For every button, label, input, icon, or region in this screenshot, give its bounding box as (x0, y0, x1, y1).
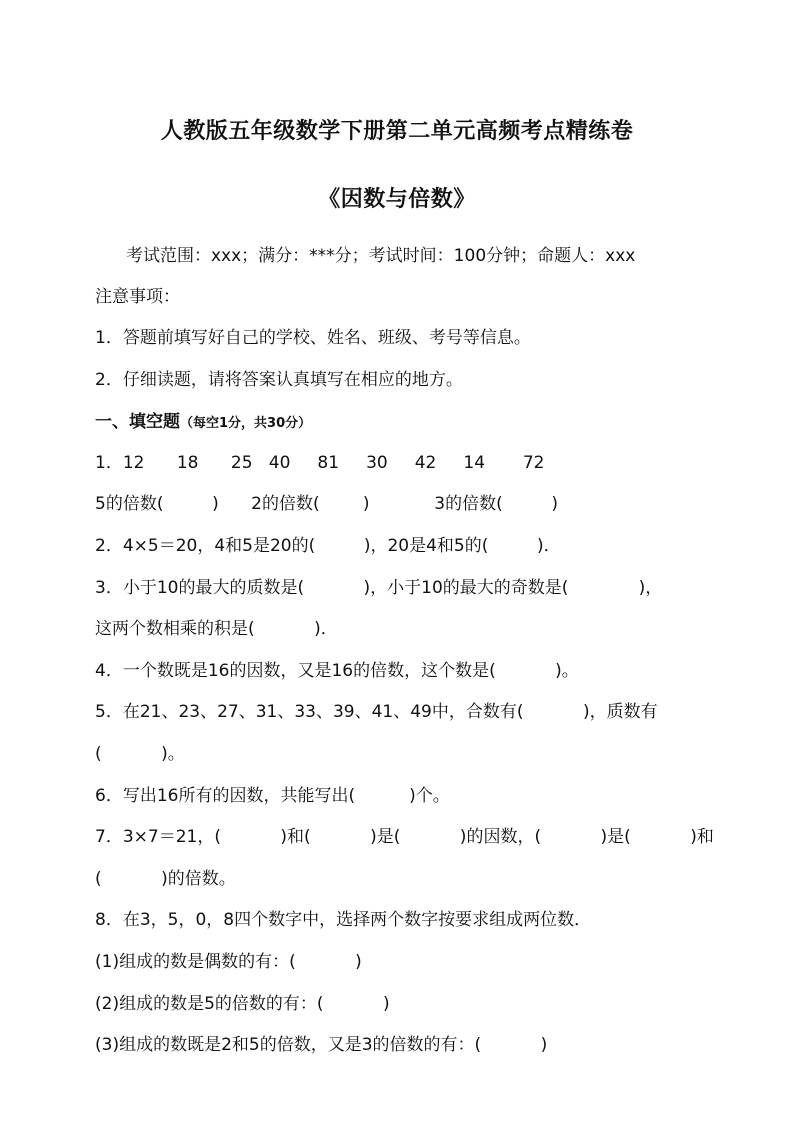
question-6: 6．写出16所有的因数，共能写出( )个。 (95, 786, 450, 806)
question-3-line-2: 这两个数相乘的积是( )． (95, 619, 338, 639)
question-2: 2．4×5＝20，4和5是20的( )，20是4和5的( )． (95, 536, 561, 556)
question-5-line-2: ( )。 (95, 744, 185, 764)
question-8-part-1: (1)组成的数是偶数的有：( ) (95, 952, 362, 972)
question-7-line-1: 7．3×7＝21，( )和( )是( )的因数，( )是( )和 (95, 827, 714, 847)
exam-info: 考试范围：xxx；满分：***分；考试时间：100分钟；命题人：xxx (126, 246, 636, 266)
question-4: 4．一个数既是16的因数，又是16的倍数，这个数是( )。 (95, 661, 579, 681)
note-item: 1．答题前填写好自己的学校、姓名、班级、考号等信息。 (95, 328, 531, 348)
section-heading (95, 410, 311, 436)
page-title: 人教版五年级数学下册第二单元高频考点精练卷 (160, 118, 634, 144)
question-8-part-3: (3)组成的数既是2和5的倍数，又是3的倍数的有：( ) (95, 1035, 548, 1055)
question-7-line-2: ( )的倍数。 (95, 869, 236, 889)
section-title: 一、填空题 (95, 412, 180, 432)
question-8-stem: 8．在3，5，0，8四个数字中，选择两个数字按要求组成两位数． (95, 910, 592, 930)
section-score-note: （每空1分，共30分） (180, 416, 312, 431)
note-item: 2．仔细读题，请将答案认真填写在相应的地方。 (95, 370, 463, 390)
page-subtitle: 《因数与倍数》 (318, 186, 476, 212)
notes-heading: 注意事项： (95, 287, 180, 307)
question-1-blanks: 5的倍数( ) 2的倍数( ) 3的倍数( ) (95, 494, 559, 514)
question-1-numbers: 1．12 18 25 40 81 30 42 14 72 (95, 453, 545, 473)
question-3-line-1: 3．小于10的最大的质数是( )，小于10的最大的奇数是( )， (95, 578, 663, 598)
question-5-line-1: 5．在21、23、27、31、33、39、41、49中，合数有( )，质数有 (95, 702, 658, 722)
question-8-part-2: (2)组成的数是5的倍数的有：( ) (95, 994, 390, 1014)
